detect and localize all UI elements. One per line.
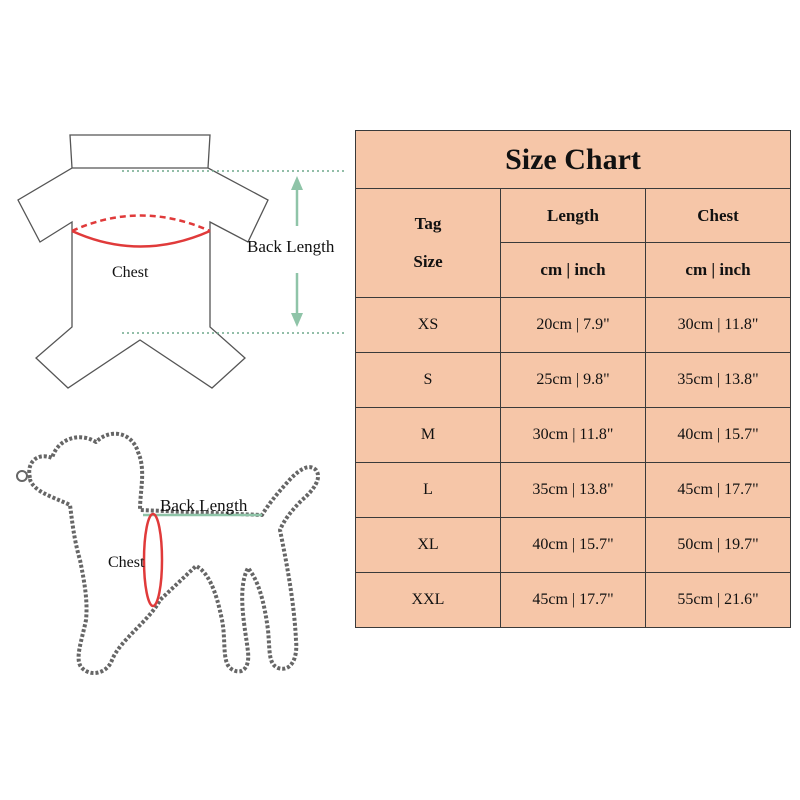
shirt-chest-label: Chest bbox=[112, 264, 149, 281]
size-chart-title: Size Chart bbox=[356, 131, 791, 189]
length-cell: 20cm | 7.9" bbox=[501, 298, 646, 353]
length-cell: 25cm | 9.8" bbox=[501, 353, 646, 408]
tag-header-line2: Size bbox=[413, 252, 443, 271]
table-row bbox=[356, 518, 791, 573]
chest-cell: 45cm | 17.7" bbox=[646, 463, 791, 518]
chest-unit-header: cm | inch bbox=[646, 243, 791, 298]
tag-header-line1: Tag bbox=[414, 214, 442, 233]
size-cell: S bbox=[356, 353, 501, 408]
size-chart-table bbox=[355, 130, 791, 628]
size-cell: XS bbox=[356, 298, 501, 353]
tag-size-header bbox=[356, 189, 501, 298]
chest-cell: 30cm | 11.8" bbox=[646, 298, 791, 353]
size-cell: L bbox=[356, 463, 501, 518]
dog-chest-ring bbox=[144, 514, 162, 606]
length-header: Length bbox=[501, 189, 646, 243]
chest-cell: 55cm | 21.6" bbox=[646, 573, 791, 628]
size-cell: XXL bbox=[356, 573, 501, 628]
chest-cell: 50cm | 19.7" bbox=[646, 518, 791, 573]
table-row bbox=[356, 408, 791, 463]
table-row bbox=[356, 298, 791, 353]
length-cell: 30cm | 11.8" bbox=[501, 408, 646, 463]
table-row bbox=[356, 353, 791, 408]
dog-back-length-label: Back Length bbox=[160, 496, 248, 515]
chest-cell: 40cm | 15.7" bbox=[646, 408, 791, 463]
table-row bbox=[356, 573, 791, 628]
size-cell: XL bbox=[356, 518, 501, 573]
length-unit-header: cm | inch bbox=[501, 243, 646, 298]
size-cell: M bbox=[356, 408, 501, 463]
table-row bbox=[356, 463, 791, 518]
length-cell: 45cm | 17.7" bbox=[501, 573, 646, 628]
chest-cell: 35cm | 13.8" bbox=[646, 353, 791, 408]
shirt-back-length-label: Back Length bbox=[247, 237, 335, 256]
dog-chest-label: Chest bbox=[108, 554, 145, 571]
dog-nose-icon bbox=[17, 471, 27, 481]
length-cell: 35cm | 13.8" bbox=[501, 463, 646, 518]
chest-header: Chest bbox=[646, 189, 791, 243]
shirt-outline bbox=[18, 135, 268, 388]
dog-outline bbox=[29, 434, 318, 673]
length-cell: 40cm | 15.7" bbox=[501, 518, 646, 573]
